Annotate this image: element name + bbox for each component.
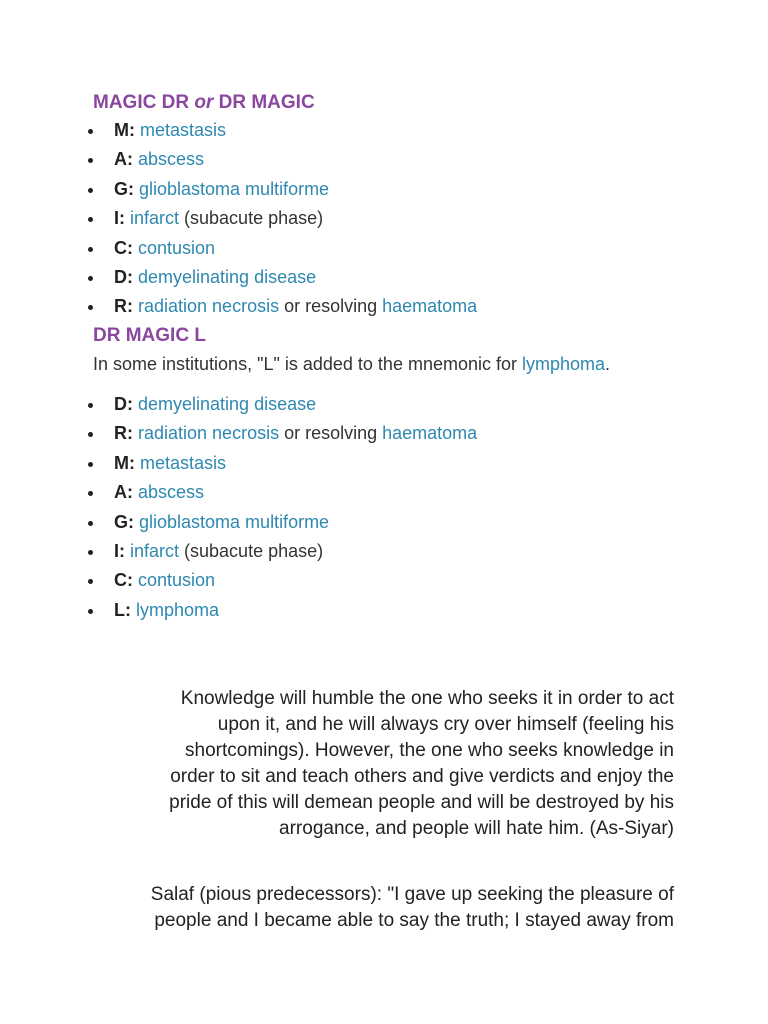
quote-line: arrogance, and people will hate him. (As-Siyar) bbox=[279, 818, 674, 839]
term-link[interactable]: radiation necrosis bbox=[138, 423, 280, 444]
term-text: or resolving bbox=[279, 423, 383, 444]
mnemonic-letter: C: bbox=[114, 570, 138, 591]
mnemonic-letter: M: bbox=[114, 452, 140, 473]
list-item bbox=[88, 145, 477, 174]
quote-line: upon it, and he will always cry over himself (feeling his bbox=[217, 714, 674, 735]
list-item bbox=[88, 390, 477, 419]
bullet-icon bbox=[88, 579, 93, 584]
mnemonic-letter: R: bbox=[114, 423, 138, 444]
quote-line: order to sit and teach others and give verdicts and enjoy the bbox=[170, 766, 674, 787]
term-link[interactable]: lymphoma bbox=[136, 599, 220, 620]
mnemonic-list-dr-magic-l bbox=[88, 390, 477, 625]
section-title-magic-dr bbox=[93, 92, 315, 114]
title-part1: MAGIC DR bbox=[93, 92, 190, 113]
mnemonic-letter: D: bbox=[114, 266, 138, 287]
list-item bbox=[88, 419, 477, 448]
term-link[interactable]: contusion bbox=[138, 237, 216, 258]
mnemonic-letter: I: bbox=[114, 208, 130, 229]
term-link[interactable]: glioblastoma multiforme bbox=[139, 511, 330, 532]
bullet-icon bbox=[88, 188, 93, 193]
bullet-icon bbox=[88, 462, 93, 467]
list-item bbox=[88, 116, 477, 145]
quote-salaf bbox=[34, 882, 674, 934]
term-link[interactable]: haematoma bbox=[382, 296, 478, 317]
list-item bbox=[88, 508, 477, 537]
mnemonic-letter: I: bbox=[114, 540, 130, 561]
quote-knowledge bbox=[34, 686, 674, 842]
list-item bbox=[88, 596, 477, 625]
term-link[interactable]: demyelinating disease bbox=[138, 394, 317, 414]
list-item bbox=[88, 537, 477, 566]
list-item bbox=[88, 478, 477, 507]
term-link[interactable]: metastasis bbox=[140, 120, 227, 140]
bullet-icon bbox=[88, 217, 93, 222]
quote-line: pride of this will demean people and will be destroyed by his bbox=[169, 792, 674, 813]
bullet-icon bbox=[88, 403, 93, 408]
bullet-icon bbox=[88, 491, 93, 496]
list-item bbox=[88, 292, 477, 321]
bullet-icon bbox=[88, 158, 93, 163]
intro-period: . bbox=[605, 354, 611, 374]
term-link[interactable]: haematoma bbox=[382, 423, 478, 444]
bullet-icon bbox=[88, 521, 93, 526]
title-or: or bbox=[194, 92, 214, 113]
mnemonic-letter: G: bbox=[114, 511, 139, 532]
term-link[interactable]: demyelinating disease bbox=[138, 266, 317, 287]
list-item bbox=[88, 234, 477, 263]
term-link[interactable]: infarct bbox=[130, 208, 180, 229]
mnemonic-letter: C: bbox=[114, 237, 138, 258]
quote-line: Salaf (pious predecessors): "I gave up seeking the pleasure of bbox=[150, 884, 674, 905]
lymphoma-link[interactable]: lymphoma bbox=[522, 354, 606, 374]
bullet-icon bbox=[88, 550, 93, 555]
mnemonic-letter: A: bbox=[114, 482, 138, 503]
list-item bbox=[88, 449, 477, 478]
bullet-icon bbox=[88, 609, 93, 614]
list-item bbox=[88, 263, 477, 292]
title-part2: DR MAGIC bbox=[218, 92, 315, 113]
mnemonic-letter: R: bbox=[114, 296, 138, 317]
term-link[interactable]: metastasis bbox=[140, 452, 227, 473]
list-item bbox=[88, 204, 477, 233]
bullet-icon bbox=[88, 276, 93, 281]
bullet-icon bbox=[88, 432, 93, 437]
quote-line: people and I became able to say the truth; I stayed away from bbox=[154, 910, 674, 931]
quote-line: Knowledge will humble the one who seeks it in order to act bbox=[180, 688, 674, 709]
bullet-icon bbox=[88, 129, 93, 134]
mnemonic-letter: L: bbox=[114, 599, 136, 620]
list-item bbox=[88, 566, 477, 595]
term-link[interactable]: contusion bbox=[138, 570, 216, 591]
term-link[interactable]: abscess bbox=[138, 149, 205, 170]
mnemonic-letter: A: bbox=[114, 149, 138, 170]
term-text: (subacute phase) bbox=[179, 208, 324, 229]
term-text: (subacute phase) bbox=[179, 540, 324, 561]
term-text: or resolving bbox=[279, 296, 383, 317]
section-intro bbox=[93, 352, 610, 376]
section-title-dr-magic-l: DR MAGIC L bbox=[93, 325, 206, 346]
mnemonic-letter: G: bbox=[114, 178, 139, 199]
bullet-icon bbox=[88, 247, 93, 252]
term-link[interactable]: abscess bbox=[138, 482, 205, 503]
term-link[interactable]: glioblastoma multiforme bbox=[139, 178, 330, 199]
term-link[interactable]: radiation necrosis bbox=[138, 296, 280, 317]
mnemonic-list-magic-dr bbox=[88, 116, 477, 322]
bullet-icon bbox=[88, 305, 93, 310]
intro-text: In some institutions, "L" is added to the mnemonic for bbox=[93, 354, 522, 374]
quote-line: shortcomings). However, the one who seeks knowledge in bbox=[185, 740, 674, 761]
mnemonic-letter: D: bbox=[114, 394, 138, 414]
term-link[interactable]: infarct bbox=[130, 540, 180, 561]
list-item bbox=[88, 175, 477, 204]
mnemonic-letter: M: bbox=[114, 120, 140, 140]
